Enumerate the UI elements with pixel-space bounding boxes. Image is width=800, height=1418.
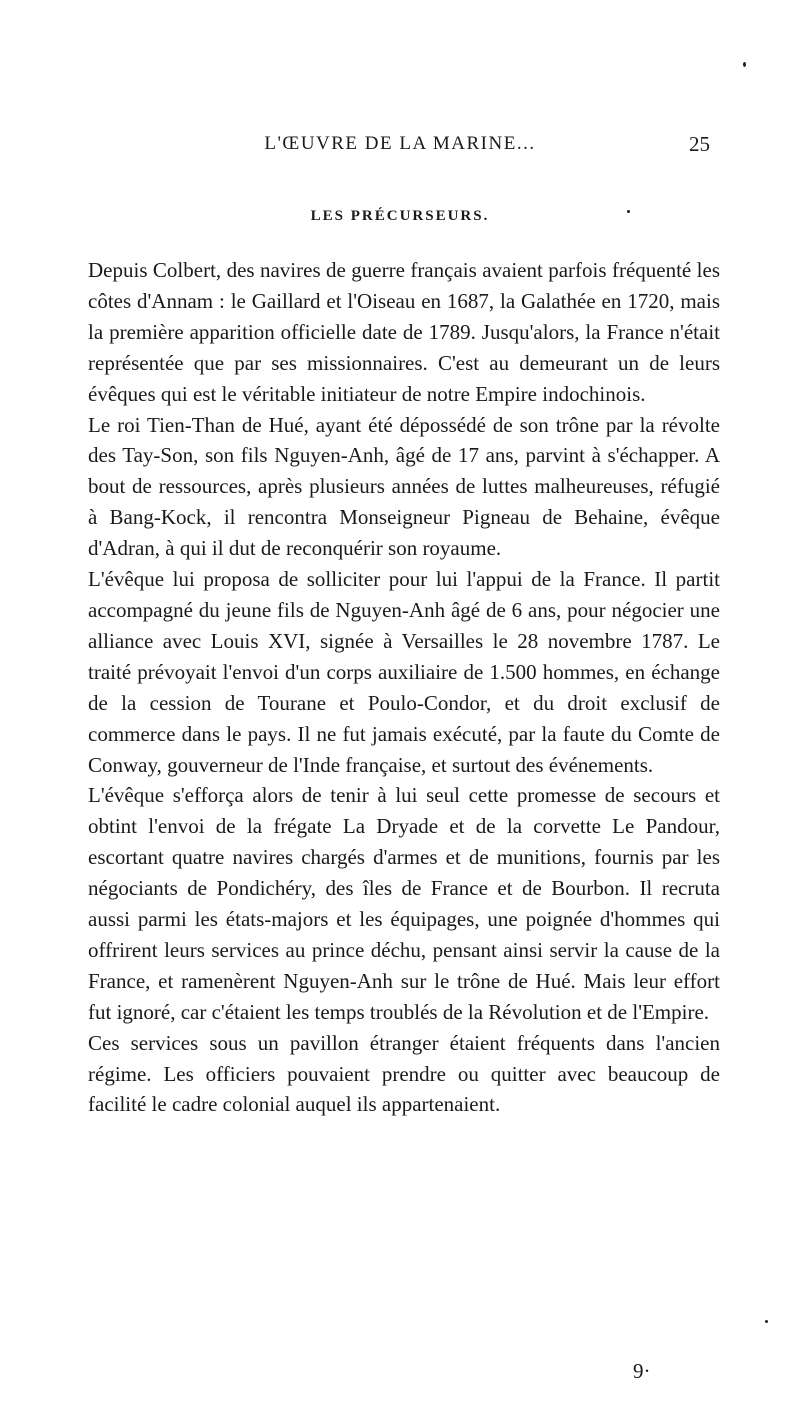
body-text (88, 255, 720, 1335)
running-head (60, 128, 740, 160)
paragraph-tien-than: Le roi Tien-Than de Hué, ayant été dépossédé de son trône par la révolte des Tay-Son, son fils Nguyen-Anh, âgé de 17 ans, parvint à s'échapper. A bout de ressources, après plusieurs années de luttes malheureuses, réfugié à Bang-Kock, il rencontra Monseigneur Pigneau de Behaine, évêque d'Adran, à qui il dut de reconquérir son royaume. (88, 412, 720, 561)
paragraph-eveque-france: L'évêque lui proposa de solliciter pour lui l'appui de la France. Il partit accompagné du jeune fils de Nguyen-Anh âgé de 6 ans, pour négocier une alliance avec Louis XVI, signée à Versailles le 28 novembre 1787. Le traité prévoyait l'envoi d'un corps auxiliaire de 1.500 hommes, en échange de la cession de Tourane et Poulo-Condor, et du droit exclusif de commerce dans le pays. Il ne fut jamais exécuté, par la faute du Comte de Conway, gouverneur de l'Inde française, et surtout des événements. (88, 567, 720, 777)
page-number: 25 (689, 132, 710, 156)
section-title: LES PRÉCURSEURS. (310, 208, 490, 224)
paragraph-colbert: Depuis Colbert, des navires de guerre français avaient parfois fréquenté les côtes d'Annam : le Gaillard et l'Oiseau en 1687, la Galathée en 1720, mais la première apparition officielle date de 1789. Jusqu'alors, la France n'était représentée que par ses missionnaires. C'est au demeurant un de leurs évêques qui est le véritable initiateur de notre Empire indochinois. (88, 258, 720, 406)
ink-speck (743, 62, 746, 67)
signature-mark: 9· (633, 1359, 651, 1383)
ink-speck (765, 1320, 768, 1323)
ink-speck (627, 210, 630, 213)
running-title: L'ŒUVRE DE LA MARINE... (264, 133, 536, 154)
paragraph-secours: L'évêque s'efforça alors de tenir à lui seul cette promesse de secours et obtint l'envoi de la frégate La Dryade et de la corvette Le Pandour, escortant quatre navires chargés d'armes et de munitions, fournis par les négociants de Pondichéry, des îles de France et de Bourbon. Il recruta aussi parmi les états-majors et les équipages, une poignée d'hommes qui offrirent leurs services au prince déchu, pensant ainsi servir la cause de la France, et ramenèrent Nguyen-Anh sur le trône de Hué. Mais leur effort fut ignoré, car c'étaient les temps troublés de la Révolution et de l'Empire. (88, 783, 720, 1024)
paragraph-ancien-regime: Ces services sous un pavillon étranger étaient fréquents dans l'ancien régime. Les officiers pouvaient prendre ou quitter avec beaucoup de facilité le cadre colonial auquel ils appartenaient. (88, 1030, 720, 1117)
